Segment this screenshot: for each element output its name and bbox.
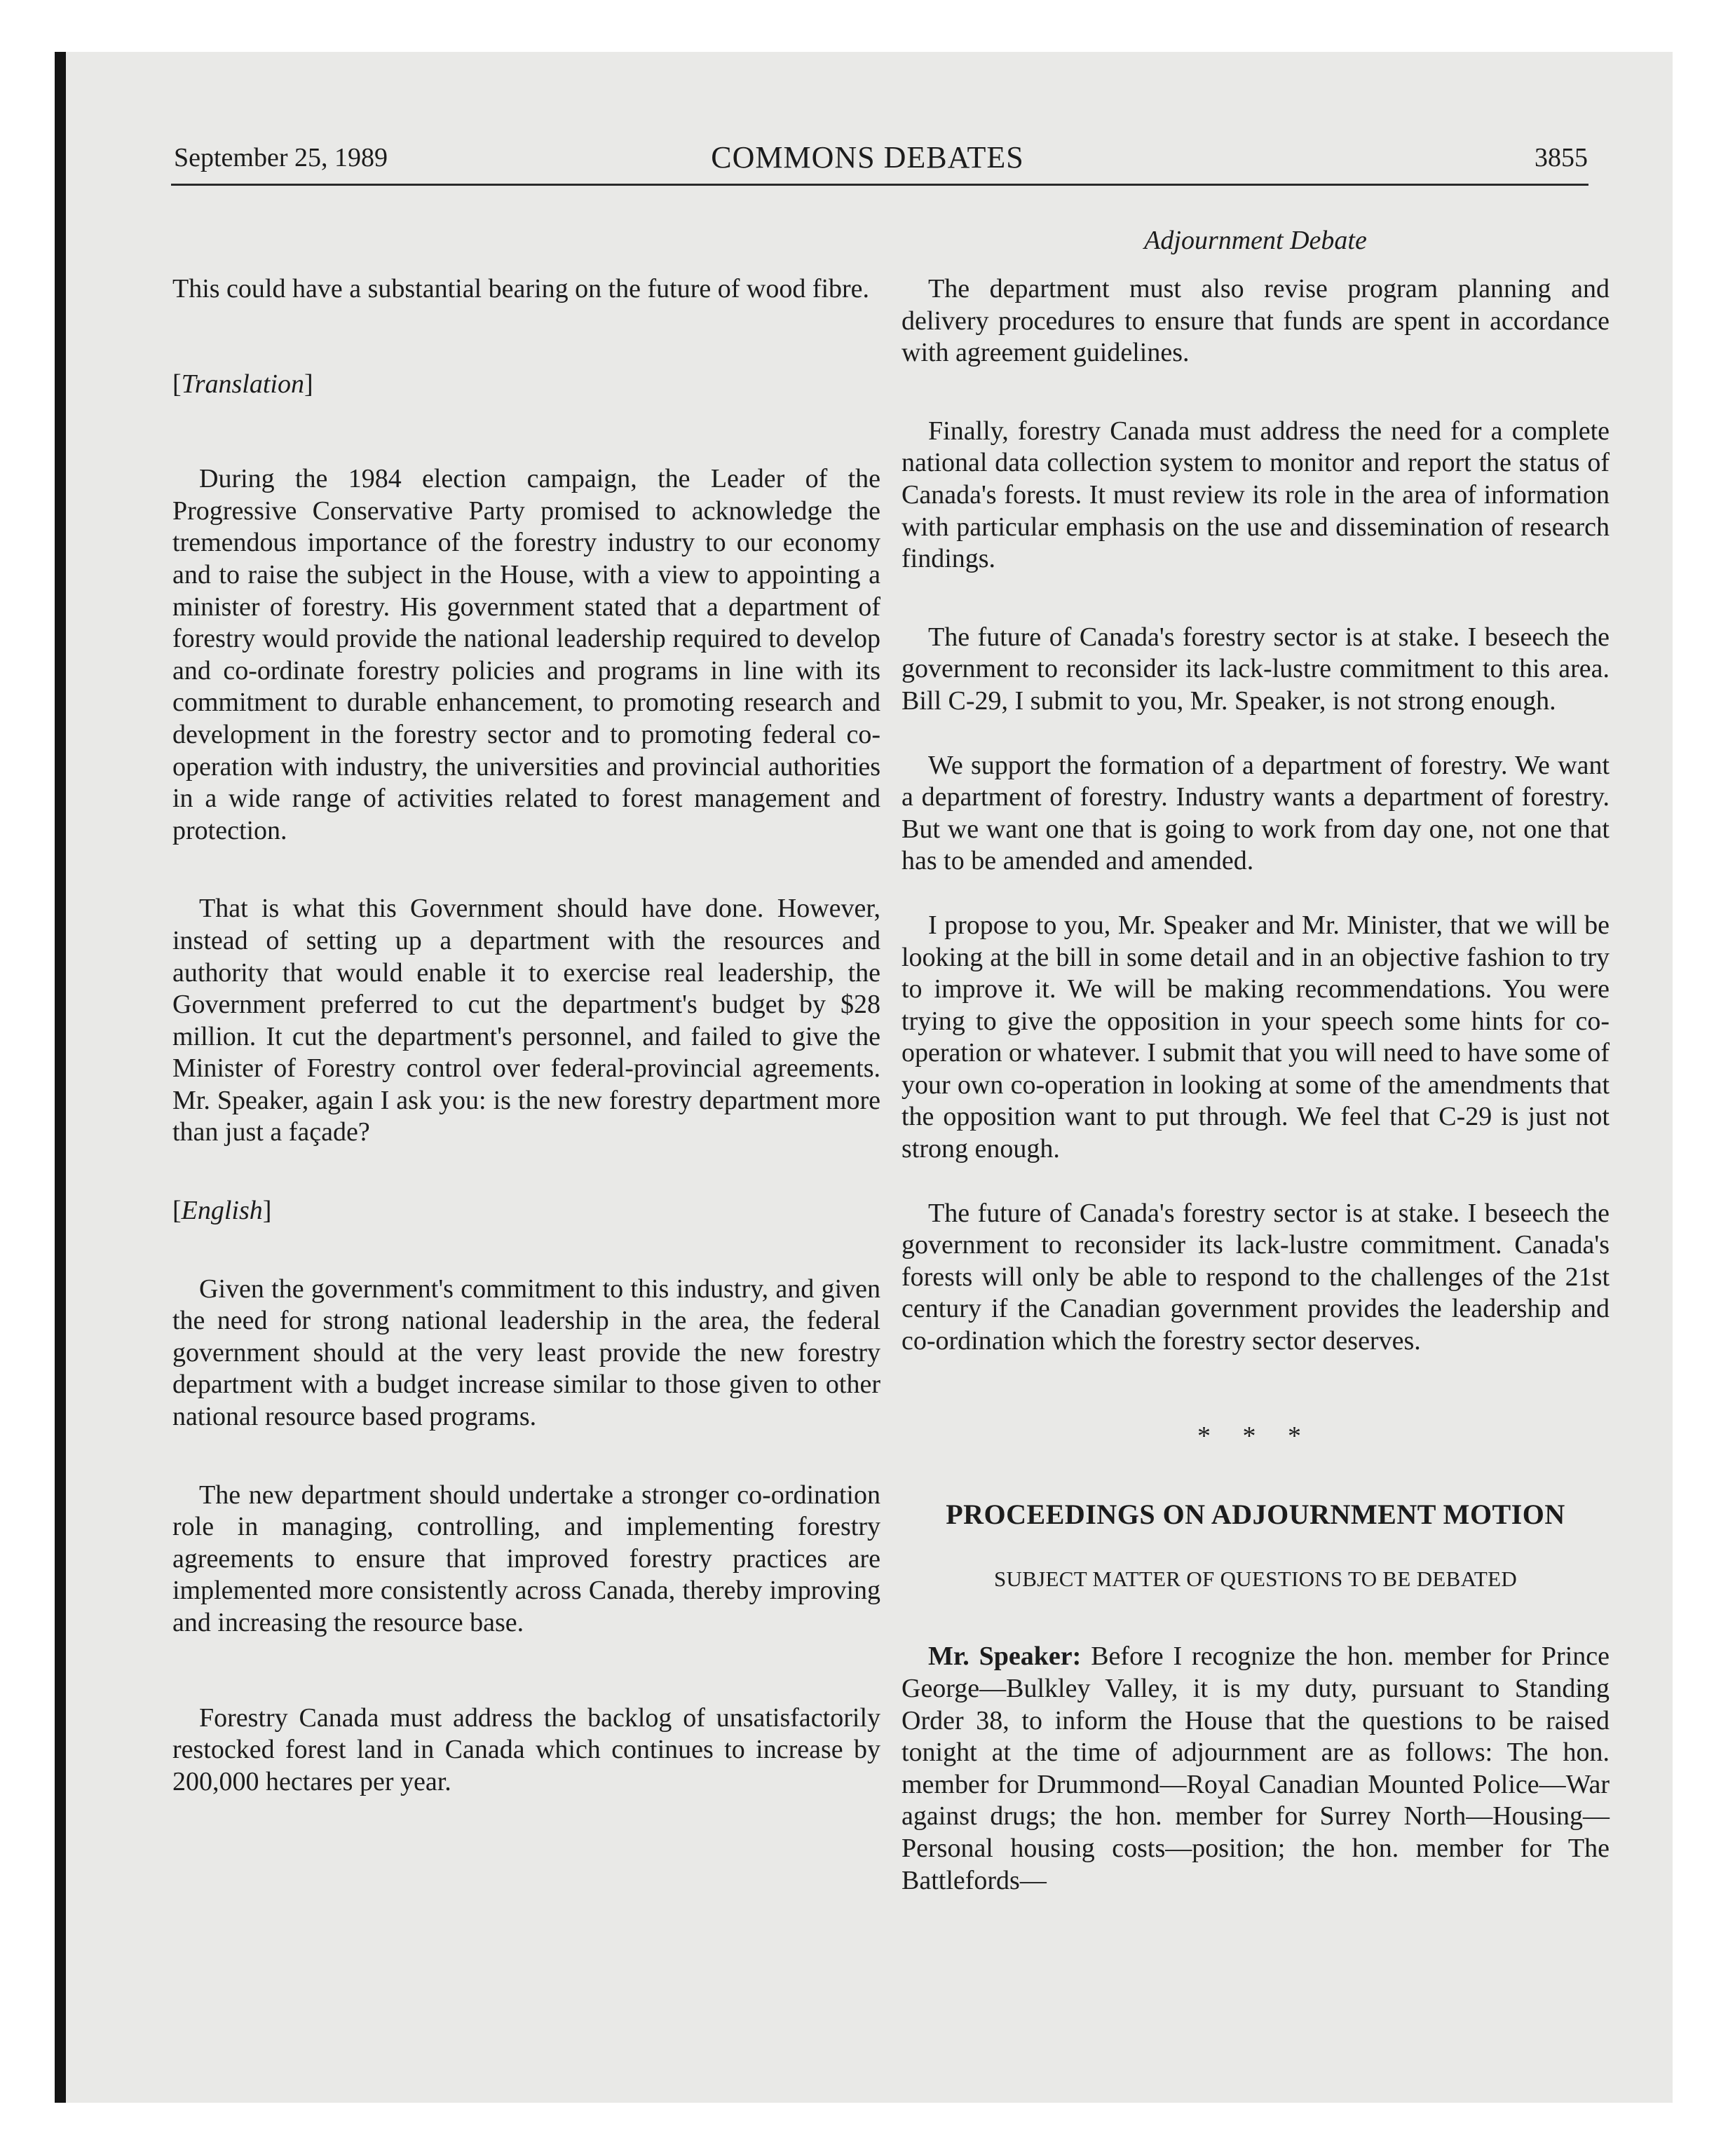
paragraph: This could have a substantial bearing on the future of wood fibre.	[172, 274, 870, 303]
translation-label: [Translation]	[172, 369, 313, 399]
paragraph: The future of Canada's forestry sector is at stake. I beseech the government to reconsider its lack-lustre commitment to this area. Bill C-29, I submit to you, Mr. Speaker, is not strong enough.	[901, 622, 1610, 716]
english-label: [English]	[172, 1196, 272, 1226]
header-date: September 25, 1989	[174, 143, 388, 172]
paragraph: During the 1984 election campaign, the Leader of the Progressive Conservative Party promised to acknowledge the tremendous importance of the forestry industry to our economy and to raise the subject in the House, with a view to appointing a minister of forestry. His government stated that a department of forestry would provide the national leadership required to develop and co-ordinate forestry policies and programs in line with its commitment to durable enhancement, to promoting research and development in the forestry sector and to promoting federal co-operation with industry, the universities and provincial authorities in a wide range of activities related to forest management and protection.	[172, 464, 880, 845]
english-text: English	[181, 1196, 263, 1226]
paragraph: The department must also revise program planning and delivery procedures to ensure that funds are spent in accordance with agreement guidelines.	[901, 274, 1610, 368]
paragraph: The future of Canada's forestry sector is at stake. I beseech the government to reconsider its lack-lustre commitment. Canada's forests will only be able to respond to the challenges of the 21st century if the Canadian government provides the leadership and co-ordination which the forestry sector deserves.	[901, 1198, 1610, 1356]
section-title: PROCEEDINGS ON ADJOURNMENT MOTION	[946, 1499, 1565, 1531]
paragraph: Forestry Canada must address the backlog of unsatisfactorily restocked forest land in Canada which continues to increase by 200,000 hectares per year.	[172, 1703, 880, 1796]
speaker-label: Mr. Speaker:	[928, 1642, 1082, 1672]
paragraph: Finally, forestry Canada must address the need for a complete national data collection system to monitor and report the status of Canada's forests. It must review its role in the area of information with particular emphasis on the use and dissemination of research findings.	[901, 416, 1610, 574]
paragraph: The new department should undertake a stronger co-ordination role in managing, controlling, and implementing forestry agreements to ensure that improved forestry practices are implemented more consistently across Canada, thereby improving and increasing the resource base.	[172, 1480, 880, 1637]
paragraph: We support the formation of a department of forestry. We want a department of forestry. Industry wants a department of forestry. But we want one that is going to work from day one, not one that has to be amended and amended.	[901, 750, 1610, 876]
paragraph: That is what this Government should have done. However, instead of setting up a department with the resources and authority that would enable it to exercise real leadership, the Government preferred to cut the department's budget by $28 million. It cut the department's personnel, and failed to give the Minister of Forestry control over federal-provincial agreements. Mr. Speaker, again I ask you: is the new forestry department more than just a façade?	[172, 894, 880, 1147]
column-heading: Adjournment Debate	[1144, 226, 1367, 255]
paragraph: I propose to you, Mr. Speaker and Mr. Minister, that we will be looking at the bill in some detail and in an objective fashion to try to improve it. We will be making recommendations. You were trying to give the opposition in your speech some hints for co-operation or whatever. I submit that you will need to have some of your own co-operation in looking at some of the amendments that the opposition want to put through. We feel that C-29 is just not strong enough.	[901, 910, 1610, 1164]
right-column	[901, 273, 1610, 1897]
page-number: 3855	[1535, 143, 1588, 172]
speaker-text: Before I recognize the hon. member for Prince George—Bulkley Valley, it is my duty, pursuant to Standing Order 38, to inform the House that the questions to be raised tonight at the time of adjournment are as follows: The hon. member for Drummond—Royal Canadian Mounted Police—War against drugs; the hon. member for Surrey North—Housing—Personal housing costs—position; the hon. member for The Battlefords—	[901, 1642, 1610, 1895]
speaker-paragraph	[901, 1641, 1610, 1897]
header-title: COMMONS DEBATES	[711, 140, 1024, 175]
section-subtitle: SUBJECT MATTER OF QUESTIONS TO BE DEBATED	[993, 1566, 1518, 1591]
section-separator: * * *	[1197, 1421, 1314, 1451]
left-column	[172, 273, 880, 1798]
header-rule	[171, 184, 1588, 186]
translation-text: Translation	[181, 369, 304, 399]
paragraph: Given the government's commitment to this industry, and given the need for strong national leadership in the area, the federal government should at the very least provide the new forestry department with a budget increase similar to those given to other national resource based programs.	[172, 1274, 880, 1432]
